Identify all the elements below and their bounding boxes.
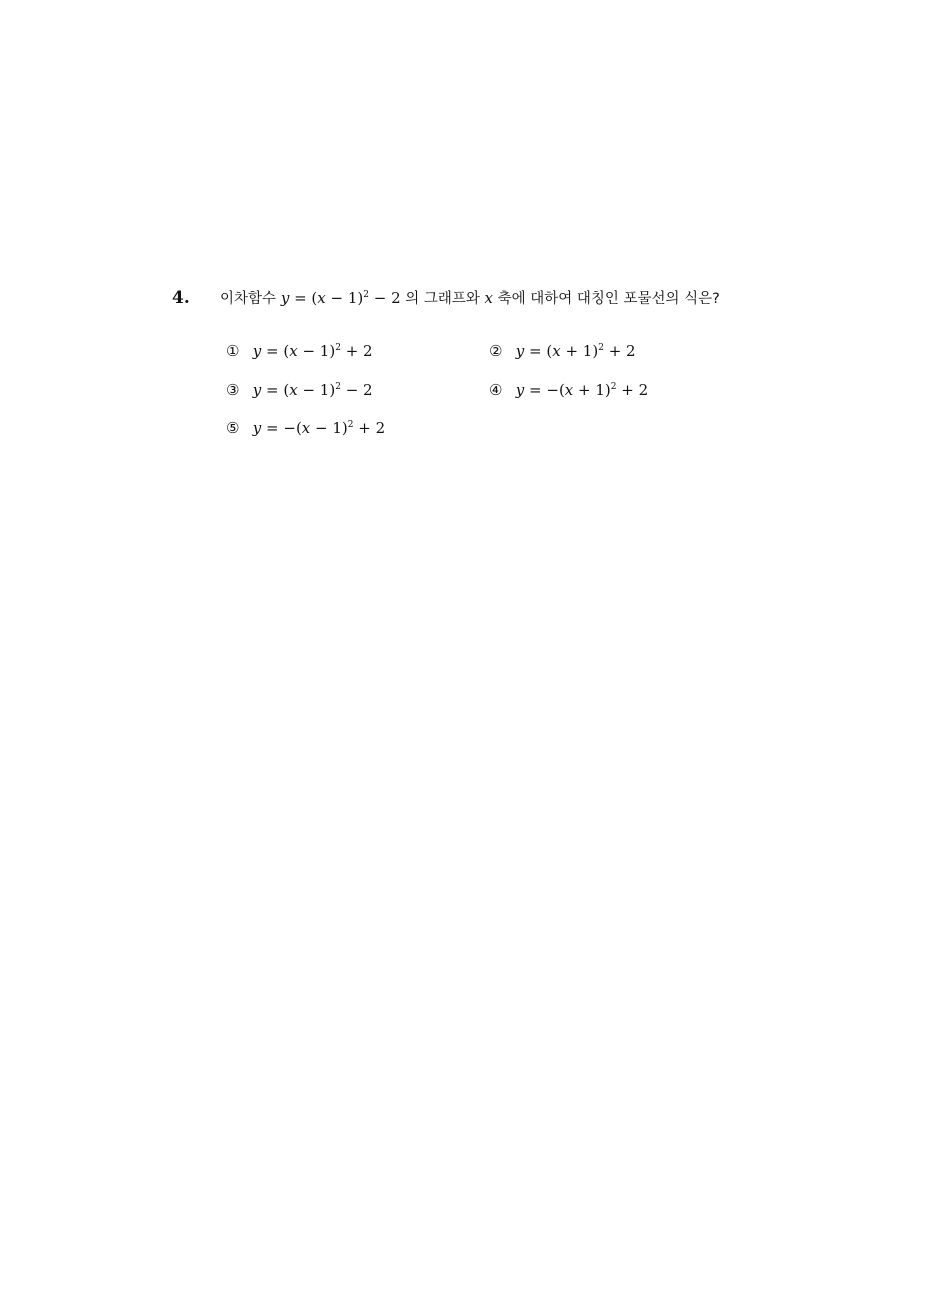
choice-4-marker: ④ bbox=[489, 381, 503, 399]
choice-1-expression bbox=[253, 342, 373, 360]
choice-1[interactable] bbox=[226, 340, 373, 362]
choice-3-y: y bbox=[252, 381, 262, 399]
choice-3-c: − 2 bbox=[340, 381, 373, 399]
choice-2-marker: ② bbox=[489, 342, 503, 360]
choice-5-exp: 2 bbox=[347, 420, 354, 430]
choice-1-b: − 1) bbox=[297, 342, 336, 360]
axis-var: x bbox=[484, 289, 493, 307]
choice-5-y: y bbox=[252, 419, 262, 437]
choice-2-y: y bbox=[515, 342, 525, 360]
choice-1-y: y bbox=[252, 342, 262, 360]
choice-2[interactable] bbox=[489, 340, 636, 362]
choice-3-expression bbox=[253, 381, 373, 399]
choice-2-expression bbox=[516, 342, 636, 360]
function-x: x bbox=[317, 289, 326, 307]
choice-5-c: + 2 bbox=[353, 419, 386, 437]
choice-5-a: = −( bbox=[261, 419, 302, 437]
choice-4-exp: 2 bbox=[610, 382, 617, 392]
choice-4-a: = −( bbox=[524, 381, 565, 399]
question-middle: 의 그래프와 bbox=[400, 291, 485, 307]
question-number: 4. bbox=[172, 288, 190, 308]
choice-2-b: + 1) bbox=[560, 342, 599, 360]
choice-3[interactable] bbox=[226, 379, 373, 401]
choice-2-c: + 2 bbox=[603, 342, 636, 360]
choice-2-exp: 2 bbox=[598, 343, 604, 353]
choice-3-x: x bbox=[289, 381, 298, 399]
choice-5-b: − 1) bbox=[310, 419, 348, 437]
choice-5-marker: ⑤ bbox=[226, 419, 240, 437]
choice-4-x: x bbox=[564, 381, 574, 399]
choice-4-expression bbox=[516, 381, 648, 399]
function-tail: − 2 bbox=[368, 289, 401, 307]
function-var: y bbox=[280, 289, 290, 307]
choice-4-c: + 2 bbox=[616, 381, 649, 399]
choice-2-x: x bbox=[552, 342, 561, 360]
function-mid: − 1) bbox=[325, 289, 364, 307]
choice-5[interactable] bbox=[226, 417, 385, 439]
question-prefix: 이차함수 bbox=[220, 291, 277, 307]
choice-1-a: = ( bbox=[261, 342, 290, 360]
choice-3-a: = ( bbox=[261, 381, 290, 399]
choice-3-marker: ③ bbox=[226, 381, 240, 399]
choice-1-marker: ① bbox=[226, 342, 240, 360]
question-text bbox=[220, 286, 720, 311]
choice-1-c: + 2 bbox=[340, 342, 373, 360]
choice-5-x: x bbox=[301, 419, 311, 437]
choice-5-expression bbox=[253, 419, 385, 437]
question-suffix: 축에 대하여 대칭인 포물선의 식은? bbox=[492, 291, 720, 307]
choice-1-x: x bbox=[289, 342, 298, 360]
choice-2-a: = ( bbox=[524, 342, 553, 360]
question-function bbox=[281, 289, 401, 307]
choice-4[interactable] bbox=[489, 379, 648, 401]
choice-4-y: y bbox=[515, 381, 525, 399]
choice-3-b: − 1) bbox=[297, 381, 336, 399]
choice-3-exp: 2 bbox=[335, 382, 341, 392]
function-eq: = ( bbox=[289, 289, 318, 307]
function-exp: 2 bbox=[363, 290, 369, 300]
choice-4-b: + 1) bbox=[573, 381, 611, 399]
choice-1-exp: 2 bbox=[335, 343, 341, 353]
